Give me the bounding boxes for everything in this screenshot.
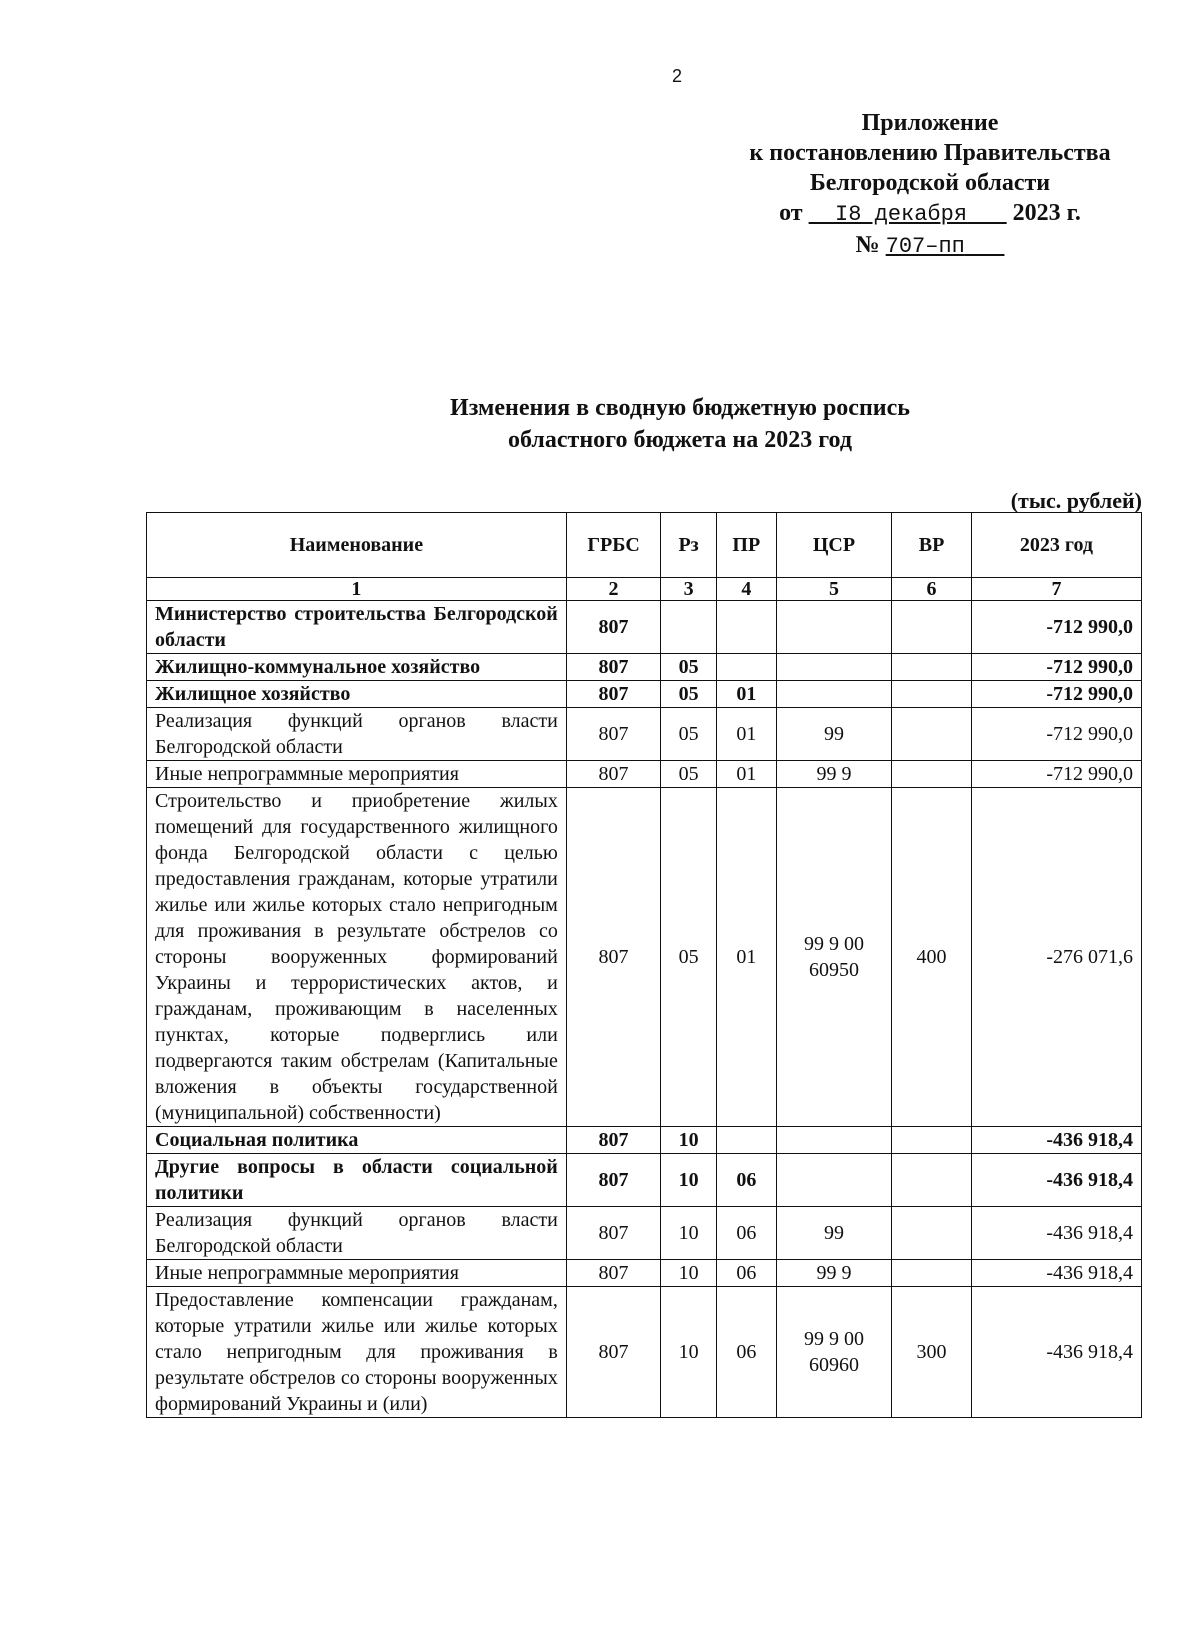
vr-cell (892, 601, 972, 654)
document-title (300, 392, 1060, 456)
index-cell: 3 (661, 578, 717, 601)
grbs-cell: 807 (566, 708, 660, 761)
amount-cell: -712 990,0 (971, 761, 1141, 788)
csr-cell: 99 9 (776, 761, 891, 788)
col-header-csr: ЦСР (776, 513, 891, 578)
table-row (147, 681, 1142, 708)
grbs-cell: 807 (566, 1260, 660, 1287)
index-cell: 1 (147, 578, 567, 601)
csr-cell (776, 1127, 891, 1154)
amount-cell: -712 990,0 (971, 708, 1141, 761)
units-label: (тыс. рублей) (1010, 488, 1142, 513)
rz-cell: 05 (661, 681, 717, 708)
index-cell: 7 (971, 578, 1141, 601)
vr-cell (892, 1207, 972, 1260)
grbs-cell: 807 (566, 1154, 660, 1207)
appendix-title: Приложение (861, 110, 999, 136)
amount-cell: -276 071,6 (971, 788, 1141, 1127)
csr-cell: 99 9 00 60960 (776, 1287, 891, 1418)
index-cell: 5 (776, 578, 891, 601)
grbs-cell: 807 (566, 761, 660, 788)
index-cell: 4 (716, 578, 776, 601)
vr-cell: 300 (892, 1287, 972, 1418)
vr-cell: 400 (892, 788, 972, 1127)
rz-cell: 10 (661, 1260, 717, 1287)
appendix-header (700, 108, 1160, 262)
budget-table (146, 512, 1142, 1418)
number-prefix: № (855, 232, 880, 258)
grbs-cell: 807 (566, 1207, 660, 1260)
col-header-amount: 2023 год (971, 513, 1141, 578)
number-value (886, 234, 1005, 259)
vr-cell (892, 681, 972, 708)
pr-cell (716, 1127, 776, 1154)
index-cell: 6 (892, 578, 972, 601)
title-line1: Изменения в сводную бюджетную роспись (450, 395, 910, 421)
appendix-number (700, 230, 1160, 262)
rz-cell: 10 (661, 1207, 717, 1260)
table-row (147, 1260, 1142, 1287)
grbs-cell: 807 (566, 681, 660, 708)
table-row (147, 1154, 1142, 1207)
amount-cell: -712 990,0 (971, 654, 1141, 681)
rz-cell: 10 (661, 1154, 717, 1207)
header-row (147, 513, 1142, 578)
table-row (147, 788, 1142, 1127)
name-cell: Жилищно-коммунальное хозяйство (147, 654, 567, 681)
name-cell: Другие вопросы в области социальной политики (147, 1154, 567, 1207)
col-header-grbs: ГРБС (566, 513, 660, 578)
csr-cell: 99 9 00 60950 (776, 788, 891, 1127)
vr-cell (892, 761, 972, 788)
name-cell: Реализация функций органов власти Белгородской области (147, 708, 567, 761)
rz-cell: 10 (661, 1287, 717, 1418)
col-header-rz: Рз (661, 513, 717, 578)
pr-cell (716, 601, 776, 654)
date-value (809, 202, 1007, 227)
table-row (147, 1287, 1142, 1418)
pr-cell: 01 (716, 788, 776, 1127)
rz-cell (661, 601, 717, 654)
index-cell: 2 (566, 578, 660, 601)
grbs-cell: 807 (566, 788, 660, 1127)
name-cell: Министерство строительства Белгородской области (147, 601, 567, 654)
pr-cell: 01 (716, 761, 776, 788)
name-cell: Жилищное хозяйство (147, 681, 567, 708)
csr-cell (776, 681, 891, 708)
pr-cell: 06 (716, 1207, 776, 1260)
pr-cell: 06 (716, 1154, 776, 1207)
col-header-pr: ПР (716, 513, 776, 578)
pr-cell: 01 (716, 681, 776, 708)
col-header-vr: ВР (892, 513, 972, 578)
col-header-name: Наименование (147, 513, 567, 578)
date-year: 2023 г. (1012, 200, 1081, 226)
amount-cell: -436 918,4 (971, 1127, 1141, 1154)
title-line2: областного бюджета на 2023 год (508, 427, 852, 453)
name-cell: Иные непрограммные мероприятия (147, 761, 567, 788)
pr-cell: 06 (716, 1287, 776, 1418)
table-row (147, 1127, 1142, 1154)
amount-cell: -436 918,4 (971, 1154, 1141, 1207)
grbs-cell: 807 (566, 1287, 660, 1418)
rz-cell: 05 (661, 708, 717, 761)
vr-cell (892, 1260, 972, 1287)
table-row (147, 1207, 1142, 1260)
grbs-cell: 807 (566, 601, 660, 654)
date-prefix: от (779, 200, 803, 226)
amount-cell: -436 918,4 (971, 1260, 1141, 1287)
name-cell: Реализация функций органов власти Белгородской области (147, 1207, 567, 1260)
name-cell: Строительство и приобретение жилых помещений для государственного жилищного фонда Белгородской области с целью предоставления гражданам, которые утратили жилье или жилье которых стало непригодным для проживания в результате обстрелов со стороны вооруженных формирований Украины и террористических актов, и гражданам, проживающим в населенных пунктах, которые подверглись или подвергаются таким обстрелам (Капитальные вложения в объекты государственной (муниципальной) собственности) (147, 788, 567, 1127)
csr-cell: 99 (776, 708, 891, 761)
csr-cell: 99 (776, 1207, 891, 1260)
amount-cell: -436 918,4 (971, 1287, 1141, 1418)
amount-cell: -712 990,0 (971, 681, 1141, 708)
amount-cell: -436 918,4 (971, 1207, 1141, 1260)
vr-cell (892, 1154, 972, 1207)
csr-cell (776, 1154, 891, 1207)
vr-cell (892, 654, 972, 681)
date-text: I8 декабря (835, 202, 968, 227)
table-row (147, 601, 1142, 654)
pr-cell: 01 (716, 708, 776, 761)
table-row (147, 708, 1142, 761)
vr-cell (892, 708, 972, 761)
appendix-line2: к постановлению Правительства (749, 140, 1111, 166)
vr-cell (892, 1127, 972, 1154)
name-cell: Предоставление компенсации гражданам, которые утратили жилье или жилье которых стало непригодным для проживания в результате обстрелов со стороны вооруженных формирований Украины и (или) (147, 1287, 567, 1418)
rz-cell: 10 (661, 1127, 717, 1154)
rz-cell: 05 (661, 654, 717, 681)
table-row (147, 761, 1142, 788)
appendix-line3: Белгородской области (809, 170, 1051, 196)
appendix-date (700, 198, 1160, 230)
amount-cell: -712 990,0 (971, 601, 1141, 654)
name-cell: Иные непрограммные мероприятия (147, 1260, 567, 1287)
index-row (147, 578, 1142, 601)
csr-cell (776, 601, 891, 654)
rz-cell: 05 (661, 761, 717, 788)
csr-cell: 99 9 (776, 1260, 891, 1287)
rz-cell: 05 (661, 788, 717, 1127)
number-text: 707–пп (885, 234, 965, 259)
page-number: 2 (672, 66, 683, 86)
grbs-cell: 807 (566, 1127, 660, 1154)
pr-cell (716, 654, 776, 681)
pr-cell: 06 (716, 1260, 776, 1287)
table-row (147, 654, 1142, 681)
csr-cell (776, 654, 891, 681)
grbs-cell: 807 (566, 654, 660, 681)
name-cell: Социальная политика (147, 1127, 567, 1154)
